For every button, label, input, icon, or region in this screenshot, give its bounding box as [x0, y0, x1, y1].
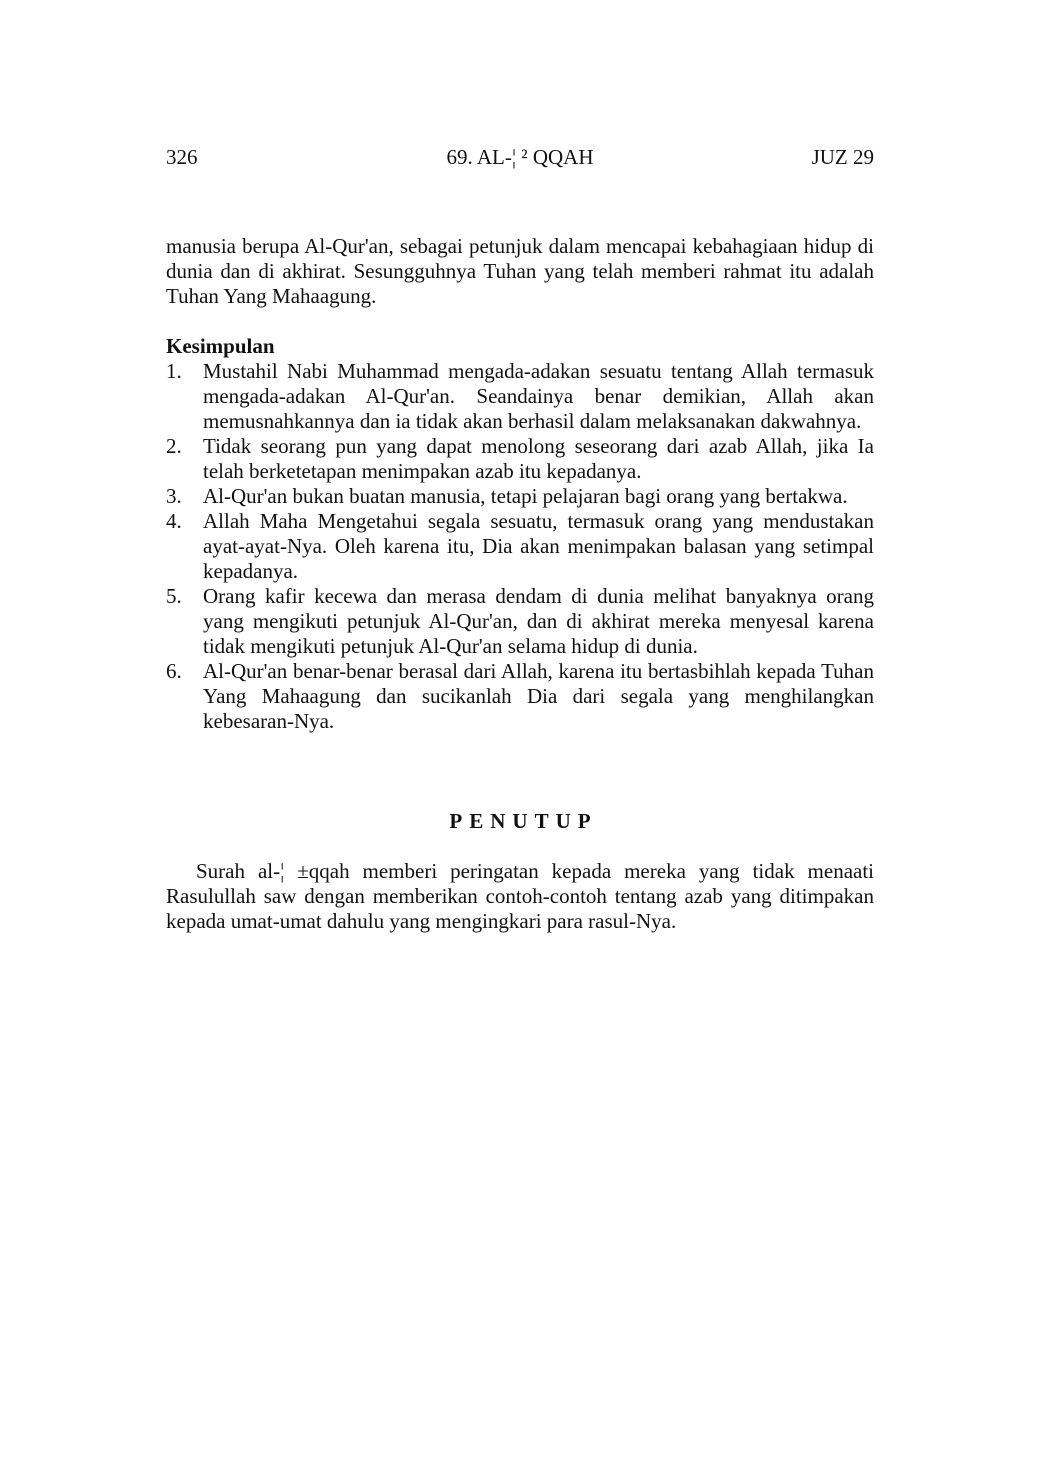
- intro-paragraph: manusia berupa Al-Qur'an, sebagai petunjuk dalam mencapai kebahagiaan hidup di dunia dan di akhirat. Sesungguhnya Tuhan yang telah memberi rahmat itu adalah Tuhan Yang Mahaagung.: [166, 234, 874, 308]
- list-item: [166, 484, 874, 509]
- closing-paragraph: Surah al-¦ ±qqah memberi peringatan kepada mereka yang tidak menaati Rasulullah saw dengan memberikan contoh-contoh tentang azab yang ditimpakan kepada umat-umat dahulu yang mengingkari para rasul-Nya.: [166, 859, 874, 933]
- list-item-text: Al-Qur'an bukan buatan manusia, tetapi pelajaran bagi orang yang bertakwa.: [203, 484, 848, 508]
- page-header: [166, 145, 874, 173]
- conclusion-heading: Kesimpulan: [166, 334, 275, 358]
- page-content: [166, 234, 874, 934]
- list-item-number: 6.: [166, 659, 182, 683]
- list-item: [166, 434, 874, 484]
- list-item-number: 1.: [166, 359, 182, 383]
- chapter-title: 69. AL-¦ ² QQAH: [446, 145, 594, 169]
- list-item: [166, 659, 874, 734]
- list-item-number: 2.: [166, 434, 182, 458]
- list-item-text: Tidak seorang pun yang dapat menolong seseorang dari azab Allah, jika Ia telah berketetapan menimpakan azab itu kepadanya.: [203, 434, 874, 483]
- closing-title: PENUTUP: [449, 809, 598, 833]
- juz-label: JUZ 29: [811, 145, 874, 169]
- list-item-text: Al-Qur'an benar-benar berasal dari Allah, karena itu bertasbihlah kepada Tuhan Yang Mahaagung dan sucikanlah Dia dari segala yang menghilangkan kebesaran-Nya.: [203, 659, 874, 733]
- list-item: [166, 584, 874, 659]
- list-item-number: 3.: [166, 484, 182, 508]
- list-item: [166, 359, 874, 434]
- page-number: 326: [166, 145, 198, 169]
- list-item-number: 4.: [166, 509, 182, 533]
- list-item-text: Mustahil Nabi Muhammad mengada-adakan sesuatu tentang Allah termasuk mengada-adakan Al-Qur'an. Seandainya benar demikian, Allah akan memusnahkannya dan ia tidak akan berhasil dalam melaksanakan dakwahnya.: [203, 359, 874, 433]
- list-item-text: Allah Maha Mengetahui segala sesuatu, termasuk orang yang mendustakan ayat-ayat-Nya. Oleh karena itu, Dia akan menimpakan balasan yang setimpal kepadanya.: [203, 509, 874, 583]
- list-item-number: 5.: [166, 584, 182, 608]
- list-item-text: Orang kafir kecewa dan merasa dendam di dunia melihat banyaknya orang yang mengikuti petunjuk Al-Qur'an, dan di akhirat mereka menyesal karena tidak mengikuti petunjuk Al-Qur'an selama hidup di dunia.: [203, 584, 874, 658]
- list-item: [166, 509, 874, 584]
- conclusion-list: [166, 359, 874, 734]
